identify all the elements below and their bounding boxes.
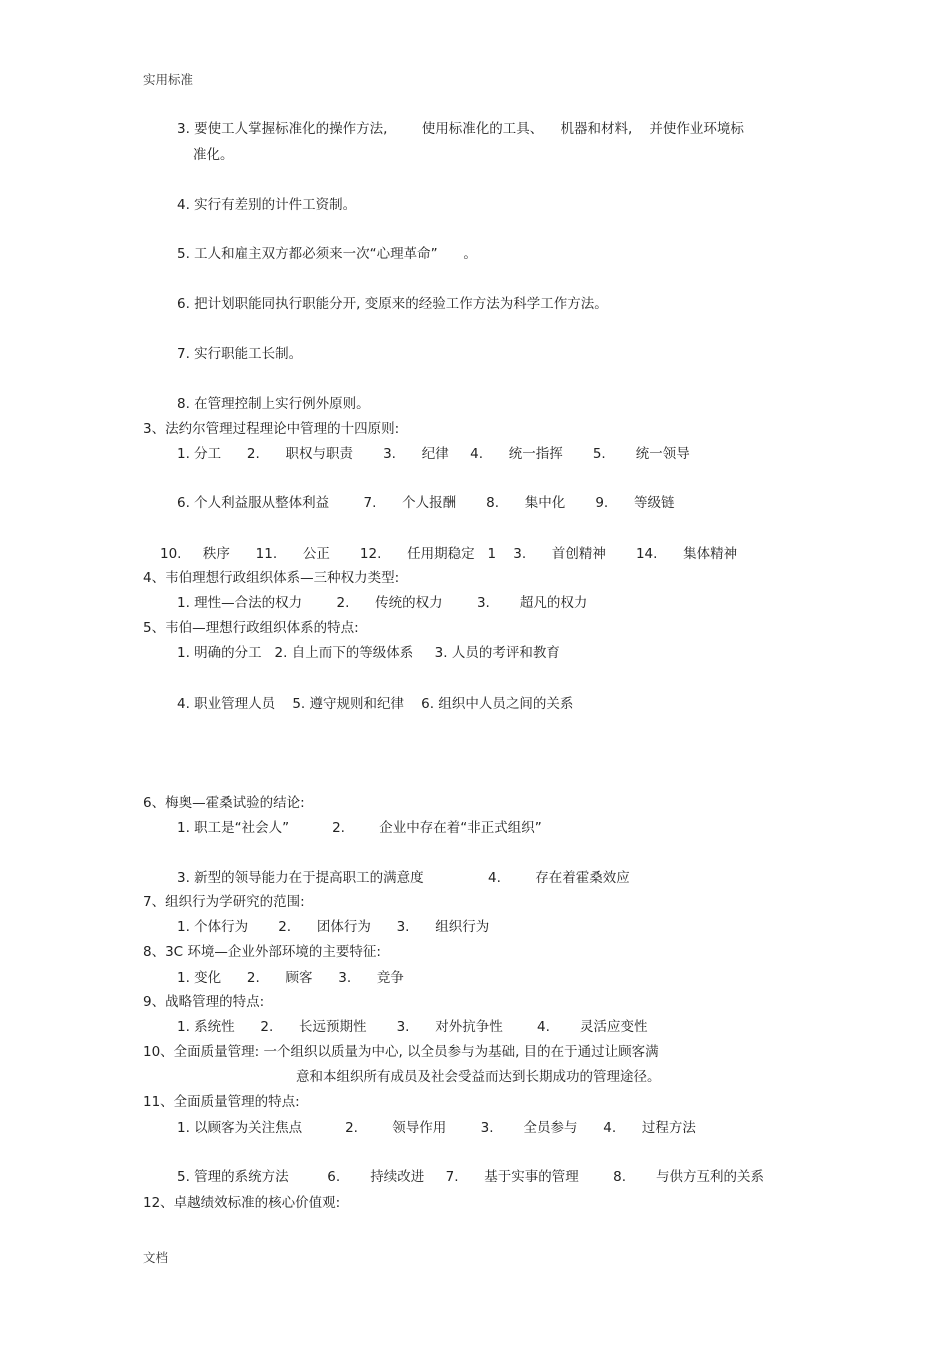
text-line: 3. 要使工人掌握标准化的操作方法, 使用标准化的工具、 机器和材料, 并使作业环境标 (177, 121, 744, 137)
section-heading: 10、全面质量管理: 一个组织以质量为中心, 以全员参与为基础, 目的在于通过让顾客满 (143, 1044, 659, 1060)
text-line: 1. 以顾客为关注焦点 2. 领导作用 3. 全员参与 4. 过程方法 (177, 1120, 696, 1136)
text-line: 1. 系统性 2. 长远预期性 3. 对外抗争性 4. 灵活应变性 (177, 1019, 648, 1035)
text-line: 1. 个体行为 2. 团体行为 3. 组织行为 (177, 919, 490, 935)
text-line: 8. 在管理控制上实行例外原则。 (177, 396, 370, 412)
section-heading: 7、组织行为学研究的范围: (143, 894, 305, 910)
section-heading: 9、战略管理的特点: (143, 994, 265, 1010)
section-heading: 3、法约尔管理过程理论中管理的十四原则: (143, 421, 400, 437)
text-line: 10. 秩序 11. 公正 12. 任用期稳定 1 3. 首创精神 14. 集体精神 (160, 546, 738, 562)
text-line: 1. 变化 2. 顾客 3. 竞争 (177, 970, 404, 986)
text-line: 5. 管理的系统方法 6. 持续改进 7. 基于实事的管理 8. 与供方互利的关系 (177, 1169, 765, 1185)
text-line: 1. 分工 2. 职权与职责 3. 纪律 4. 统一指挥 5. 统一领导 (177, 446, 690, 462)
text-line: 1. 职工是“社会人” 2. 企业中存在着“非正式组织” (177, 820, 542, 836)
text-line: 4. 实行有差别的计件工资制。 (177, 197, 357, 213)
text-line: 4. 职业管理人员 5. 遵守规则和纪律 6. 组织中人员之间的关系 (177, 696, 574, 712)
text-line: 5. 工人和雇主双方都必须来一次“心理革命” 。 (177, 246, 477, 262)
text-line: 意和本组织所有成员及社会受益而达到长期成功的管理途径。 (296, 1069, 661, 1085)
section-heading: 8、3C 环境—企业外部环境的主要特征: (143, 944, 381, 960)
page-footer: 文档 (143, 1250, 169, 1265)
section-heading: 12、卓越绩效标准的核心价值观: (143, 1195, 341, 1211)
page-header: 实用标准 (143, 72, 194, 87)
text-line: 7. 实行职能工长制。 (177, 346, 303, 362)
text-line: 1. 理性—合法的权力 2. 传统的权力 3. 超凡的权力 (177, 595, 588, 611)
section-heading: 11、全面质量管理的特点: (143, 1094, 300, 1110)
text-line: 准化。 (193, 147, 234, 163)
section-heading: 4、韦伯理想行政组织体系—三种权力类型: (143, 570, 400, 586)
text-line: 6. 把计划职能同执行职能分开, 变原来的经验工作方法为科学工作方法。 (177, 296, 608, 312)
section-heading: 6、梅奥—霍桑试验的结论: (143, 795, 305, 811)
text-line: 1. 明确的分工 2. 自上而下的等级体系 3. 人员的考评和教育 (177, 645, 560, 661)
text-line: 3. 新型的领导能力在于提高职工的满意度 4. 存在着霍桑效应 (177, 870, 630, 886)
text-line: 6. 个人利益服从整体利益 7. 个人报酬 8. 集中化 9. 等级链 (177, 495, 675, 511)
section-heading: 5、韦伯—理想行政组织体系的特点: (143, 620, 359, 636)
